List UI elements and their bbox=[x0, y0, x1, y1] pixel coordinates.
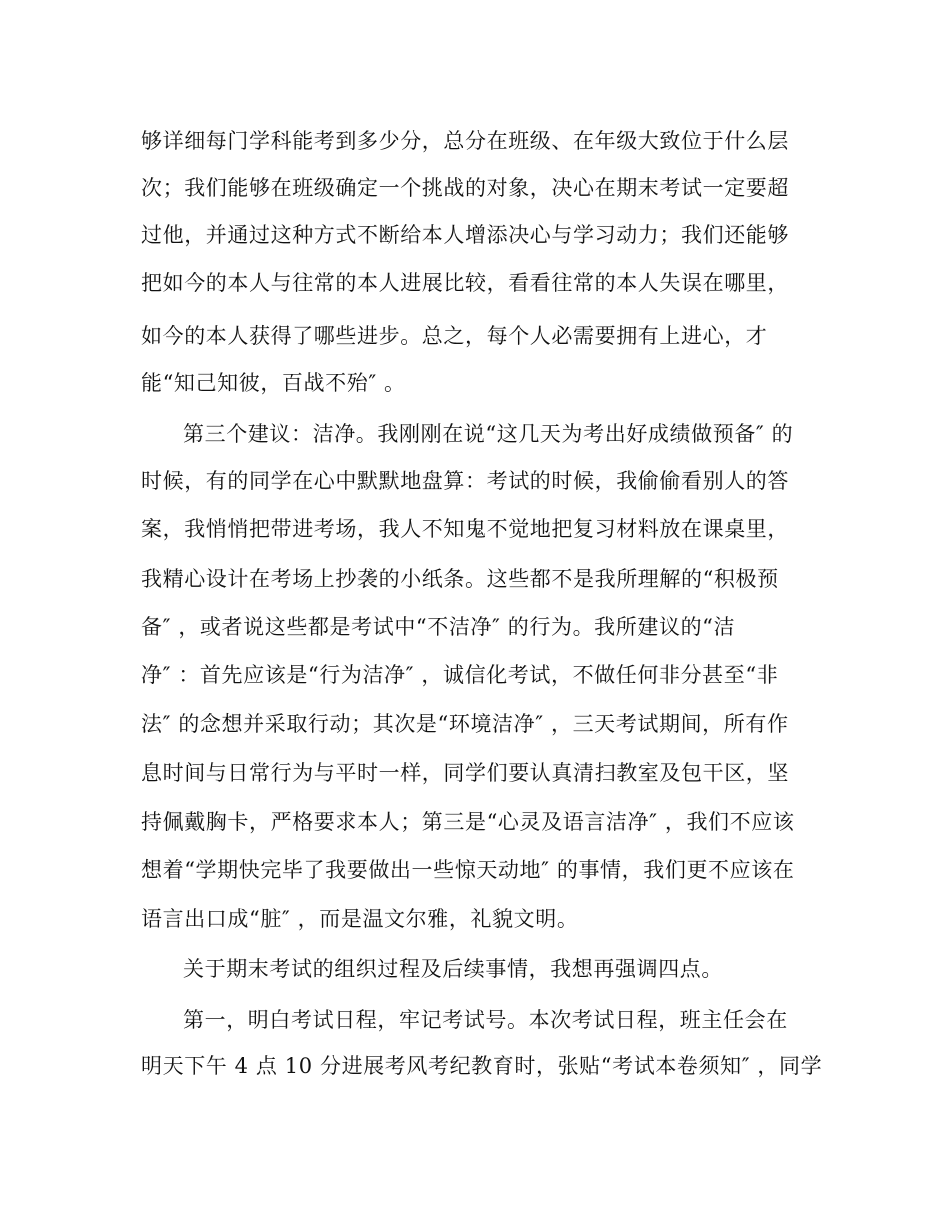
body-text-line: 净″ ：首先应该是“行为洁净″ ，诚信化考试，不做任何非分甚至“非 bbox=[141, 663, 779, 687]
paragraph-start-line: 第三个建议：洁净。我刚刚在说“这几天为考出好成绩做预备″ 的 bbox=[183, 422, 794, 446]
body-text-line: 次；我们能够在班级确定一个挑战的对象，决心在期末考试一定要超 bbox=[141, 176, 789, 200]
body-text-line: 想着“学期快完毕了我要做出一些惊天动地″ 的事情，我们更不应该在 bbox=[141, 858, 795, 882]
body-text-line: 持佩戴胸卡，严格要求本人；第三是“心灵及语言洁净″ ，我们不应该 bbox=[141, 810, 795, 834]
body-text-line: 我精心设计在考场上抄袭的小纸条。这些都不是我所理解的“积极预 bbox=[141, 567, 779, 591]
body-text-line: 备″ ，或者说这些都是考试中“不洁净″ 的行为。我所建议的“洁 bbox=[141, 615, 736, 639]
body-text-line: 够详细每门学科能考到多少分，总分在班级、在年级大致位于什么层 bbox=[141, 129, 789, 153]
body-text-line: 时候，有的同学在心中默默地盘算：考试的时候，我偷偷看别人的答 bbox=[141, 469, 789, 493]
body-text-line: 语言出口成“脏″ ，而是温文尔雅，礼貌文明。 bbox=[141, 907, 579, 931]
body-text-line: 息时间与日常行为与平时一样，同学们要认真清扫教室及包干区，坚 bbox=[141, 761, 789, 785]
body-text-line: 案，我悄悄把带进考场，我人不知鬼不觉地把复习材料放在课桌里， bbox=[141, 517, 789, 541]
body-text-line: 把如今的本人与往常的本人进展比较，看看往常的本人失误在哪里， bbox=[141, 271, 789, 295]
body-text-line: 过他，并通过这种方式不断给本人增添决心与学习动力；我们还能够 bbox=[141, 223, 789, 247]
body-text-line: 明天下午 4 点 10 分进展考风考纪教育时，张贴“考试本卷须知″ ，同学 bbox=[141, 1054, 823, 1078]
paragraph-start-line: 关于期末考试的组织过程及后续事情，我想再强调四点。 bbox=[183, 957, 723, 981]
body-text-line: 如今的本人获得了哪些进步。总之，每个人必需要拥有上进心，才 bbox=[141, 324, 768, 348]
body-text-line: 能“知己知彼，百战不殆″ 。 bbox=[141, 371, 406, 395]
body-text-line: 法″ 的念想并采取行动；其次是“环境洁净″ ，三天考试期间，所有作 bbox=[141, 712, 789, 736]
paragraph-start-line: 第一，明白考试日程，牢记考试号。本次考试日程，班主任会在 bbox=[183, 1008, 788, 1032]
